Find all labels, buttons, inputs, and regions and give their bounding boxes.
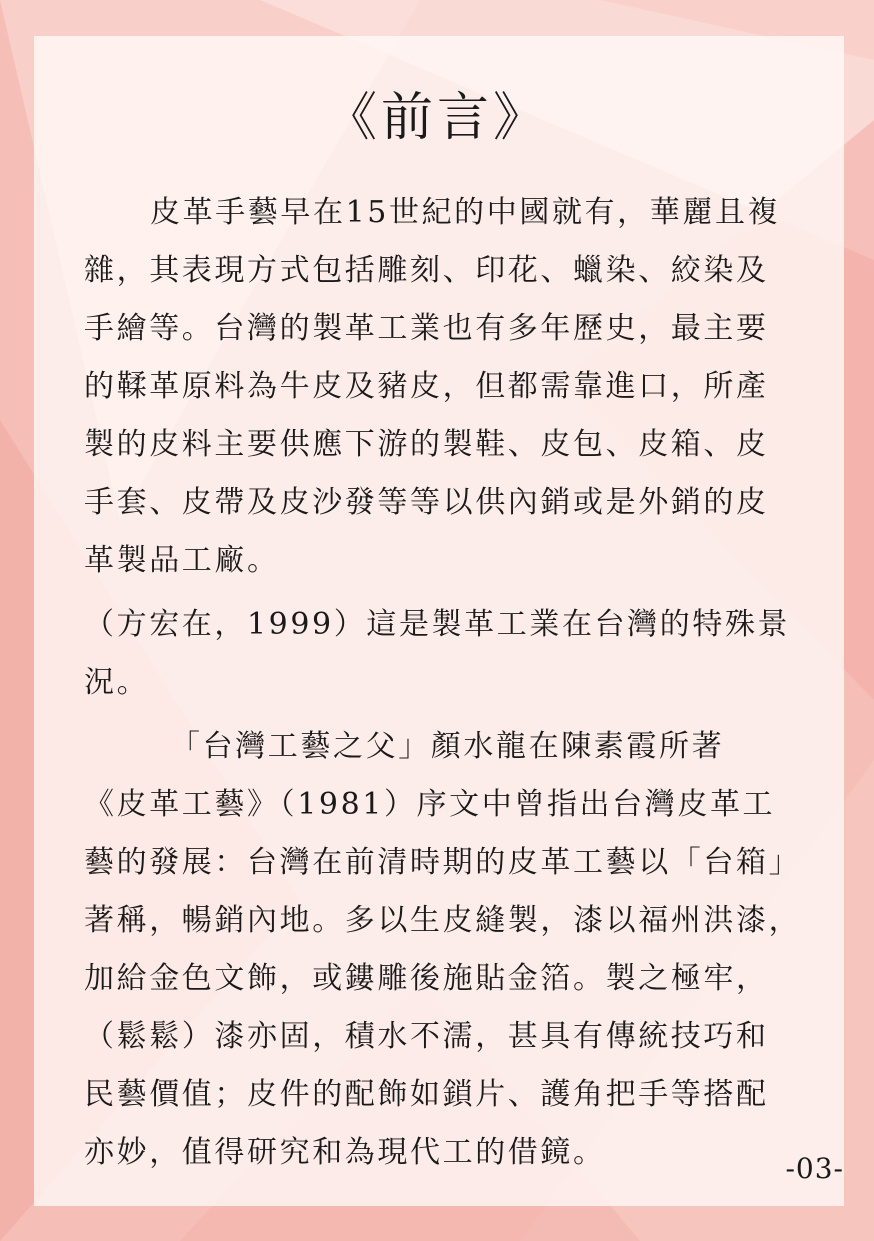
text-line: 《皮革工藝》（1981）序文中曾指出台灣皮革工 [84,787,776,822]
page-number: -03- [785,1152,844,1185]
text-line: 革製品工廠。 [84,543,280,578]
text-line: 況。 [84,665,150,700]
text-line: 手套、皮帶及皮沙發等等以供內銷或是外銷的皮 [84,485,769,520]
text-line: （鬆鬆）漆亦固，積水不濡，甚具有傳統技巧和 [84,1019,769,1054]
text-line: 皮革手藝早在15世紀的中國就有，華麗且複 [150,195,781,230]
page-title: 《前言》 [324,88,549,148]
text-line: 雜，其表現方式包括雕刻、印花、蠟染、絞染及 [84,253,769,288]
text-line: 的鞣革原料為牛皮及豬皮，但都需靠進口，所產 [84,369,769,404]
text-line: 「台灣工藝之父」顏水龍在陳素霞所著 [170,729,725,764]
text-line: 加給金色文飾，或鏤雕後施貼金箔。製之極牢， [84,961,769,996]
text-line: 亦妙，值得研究和為現代工的借鏡。 [84,1135,606,1170]
text-line: 著稱，暢銷內地。多以生皮縫製，漆以福州洪漆， [84,903,802,938]
text-line: （方宏在，1999）這是製革工業在台灣的特殊景 [84,607,791,642]
text-line: 手繪等。台灣的製革工業也有多年歷史，最主要 [84,311,769,346]
text-line: 民藝價值；皮件的配飾如鎖片、護角把手等搭配 [84,1077,769,1112]
text-line: 藝的發展：台灣在前清時期的皮革工藝以「台箱」 [84,845,802,880]
body-text [84,184,804,1182]
text-line: 製的皮料主要供應下游的製鞋、皮包、皮箱、皮 [84,427,769,462]
